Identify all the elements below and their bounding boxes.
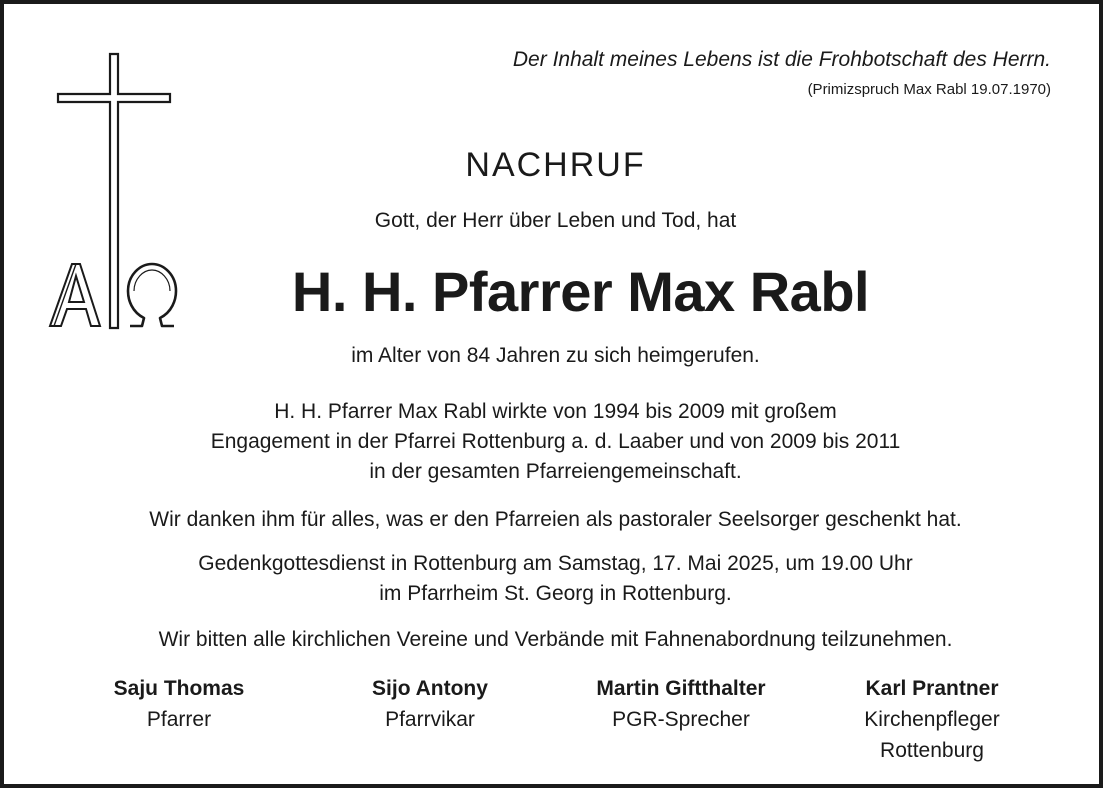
- signature-role-location: Rottenburg: [880, 739, 984, 762]
- notice-heading: NACHRUF: [465, 146, 646, 184]
- tenure-line: in der gesamten Pfarreiengemeinschaft.: [369, 460, 742, 483]
- motto: [513, 45, 1051, 101]
- service-line: im Pfarrheim St. Georg in Rottenburg.: [379, 582, 732, 605]
- signature-block: [64, 673, 1047, 766]
- signature-name: Martin Giftthalter: [596, 677, 766, 700]
- age-line: im Alter von 84 Jahren zu sich heimgerufen.: [351, 344, 760, 367]
- signature-role: Kirchenpfleger: [864, 708, 1000, 731]
- signature-name: Karl Prantner: [865, 677, 999, 700]
- tenure-line: H. H. Pfarrer Max Rabl wirkte von 1994 bis 2009 mit großem: [274, 400, 837, 423]
- tenure-paragraph: [4, 397, 1103, 487]
- invitation-paragraph: Wir bitten alle kirchlichen Vereine und Verbände mit Fahnenabordnung teilzunehmen.: [158, 628, 953, 651]
- signature: [315, 673, 545, 766]
- service-paragraph: [4, 549, 1103, 609]
- signature: [817, 673, 1047, 766]
- signature-role: Pfarrvikar: [385, 708, 475, 731]
- motto-quote: Der Inhalt meines Lebens ist die Frohbotschaft des Herrn.: [512, 48, 1051, 71]
- motto-source: (Primizspruch Max Rabl 19.07.1970): [807, 81, 1051, 98]
- tenure-line: Engagement in der Pfarrei Rottenburg a. d. Laaber und von 2009 bis 2011: [210, 430, 901, 453]
- signature: [64, 673, 294, 766]
- signature: [566, 673, 796, 766]
- signature-name: Saju Thomas: [113, 677, 245, 700]
- signature-role: Pfarrer: [146, 708, 212, 731]
- notice-intro: Gott, der Herr über Leben und Tod, hat: [374, 209, 737, 232]
- signature-role: PGR-Sprecher: [612, 708, 750, 731]
- deceased-name: H. H. Pfarrer Max Rabl: [291, 260, 870, 323]
- thanks-paragraph: Wir danken ihm für alles, was er den Pfarreien als pastoraler Seelsorger geschenkt hat.: [149, 508, 962, 531]
- signature-name: Sijo Antony: [372, 677, 488, 700]
- service-line: Gedenkgottesdienst in Rottenburg am Samstag, 17. Mai 2025, um 19.00 Uhr: [198, 552, 913, 575]
